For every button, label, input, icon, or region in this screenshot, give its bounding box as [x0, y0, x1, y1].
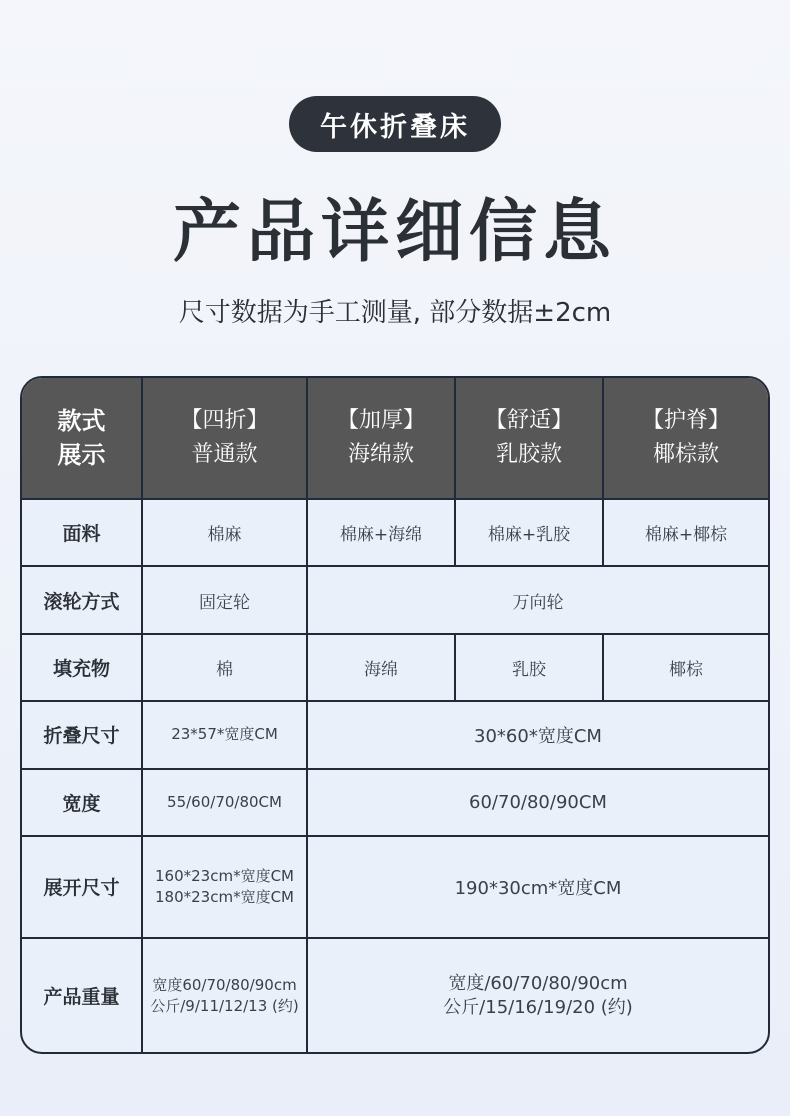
- page-title: 产品详细信息: [172, 193, 617, 272]
- row-label: 产品重量: [22, 938, 142, 1052]
- row-label: 展开尺寸: [22, 836, 142, 938]
- page-subtitle: 尺寸数据为手工测量, 部分数据±2cm: [178, 298, 612, 328]
- cell-line: 公斤/15/16/19/20 (约): [443, 996, 633, 1018]
- product-badge: 午休折叠床: [289, 96, 501, 152]
- header-col-name: 普通款: [191, 442, 258, 467]
- table-cell: 23*57*宽度CM: [142, 701, 307, 768]
- table-cell-merged: 60/70/80/90CM: [307, 769, 768, 836]
- cell-line: 宽度/60/70/80/90cm: [448, 972, 628, 994]
- table-cell: 海绵: [307, 634, 455, 701]
- header-style-cell: [22, 378, 142, 499]
- header-style-line-1: 款式: [57, 407, 106, 435]
- cell-line: 160*23cm*宽度CM: [155, 866, 294, 885]
- row-label: 折叠尺寸: [22, 701, 142, 768]
- header-col-latex: [455, 378, 603, 499]
- table-cell: 棉麻+椰棕: [603, 499, 768, 566]
- table-cell: [142, 938, 307, 1052]
- header-col-tag: 【加厚】: [336, 408, 425, 433]
- row-label: 面料: [22, 499, 142, 566]
- header-col-tag: 【舒适】: [484, 408, 573, 433]
- table-header-row: [22, 378, 768, 499]
- table-cell: 棉麻+海绵: [307, 499, 455, 566]
- table-cell: 棉: [142, 634, 307, 701]
- table-row-weight: [22, 938, 768, 1052]
- table-row-filling: [22, 634, 768, 701]
- header-col-standard: [142, 378, 307, 499]
- header-col-name: 海绵款: [347, 442, 414, 467]
- table-row-wheel: [22, 566, 768, 633]
- header-col-tag: 【四折】: [180, 408, 269, 433]
- table-cell: 乳胶: [455, 634, 603, 701]
- header-col-name: 乳胶款: [495, 442, 562, 467]
- table-row-folded-size: [22, 701, 768, 768]
- table-cell: 棉麻: [142, 499, 307, 566]
- header-col-coir: [603, 378, 768, 499]
- row-label: 填充物: [22, 634, 142, 701]
- header-style-line-2: 展示: [57, 441, 106, 469]
- table-cell: [142, 836, 307, 938]
- table-cell-merged: 万向轮: [307, 566, 768, 633]
- table-cell: 椰棕: [603, 634, 768, 701]
- header-col-sponge: [307, 378, 455, 499]
- header-col-name: 椰棕款: [652, 442, 719, 467]
- table-cell-merged: 190*30cm*宽度CM: [307, 836, 768, 938]
- spec-table: [20, 376, 770, 1054]
- row-label: 滚轮方式: [22, 566, 142, 633]
- cell-line: 180*23cm*宽度CM: [155, 887, 294, 906]
- table-cell-merged: [307, 938, 768, 1052]
- table-cell: 固定轮: [142, 566, 307, 633]
- table-row-width: [22, 769, 768, 836]
- header-col-tag: 【护脊】: [641, 408, 730, 433]
- cell-line: 宽度60/70/80/90cm: [152, 975, 297, 994]
- table-cell: 55/60/70/80CM: [142, 769, 307, 836]
- cell-line: 公斤/9/11/12/13 (约): [150, 996, 299, 1015]
- table-row-fabric: [22, 499, 768, 566]
- row-label: 宽度: [22, 769, 142, 836]
- table-cell-merged: 30*60*宽度CM: [307, 701, 768, 768]
- table-cell: 棉麻+乳胶: [455, 499, 603, 566]
- table-row-unfolded-size: [22, 836, 768, 938]
